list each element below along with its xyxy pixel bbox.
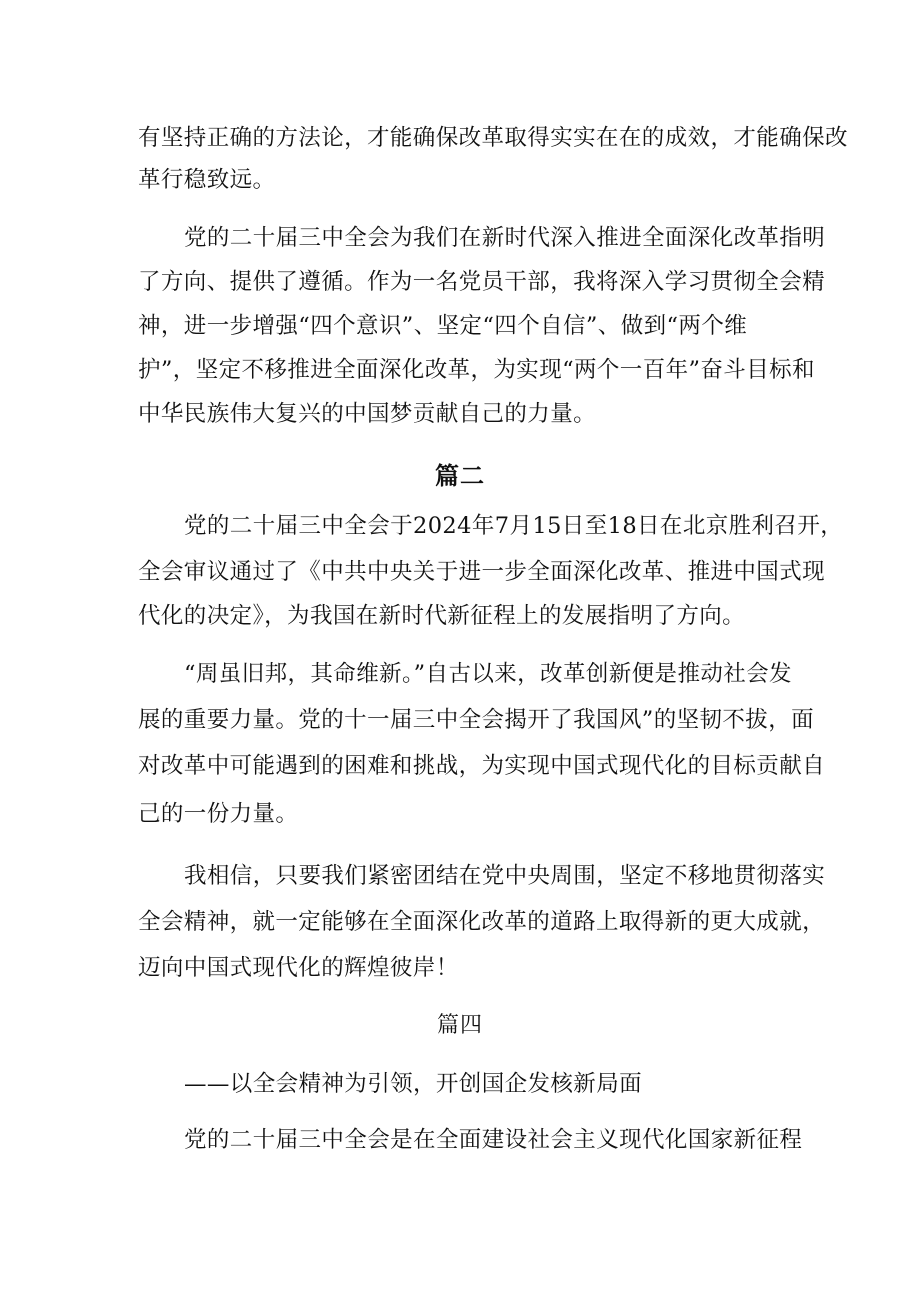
paragraph-line: 全会审议通过了《中共中央关于进一步全面深化改革、推进中国式现 [138, 559, 826, 585]
paragraph-line: 有坚持正确的方法论，才能确保改革取得实实在在的成效，才能确保改 [138, 125, 848, 151]
paragraph-line: 党的二十届三中全会是在全面建设社会主义现代化国家新征程 [184, 1127, 803, 1153]
paragraph-line: 迈向中国式现代化的辉煌彼岸！ [138, 955, 459, 981]
paragraph-line: 护”，坚定不移推进全面深化改革，为实现“两个一百年”奋斗目标和 [138, 357, 815, 383]
paragraph-line: 我相信，只要我们紧密团结在党中央周围，坚定不移地贯彻落实 [184, 863, 826, 889]
paragraph-line: “周虽旧邦，其命维新。”自古以来，改革创新便是推动社会发 [184, 661, 792, 687]
section-subtitle: ——以全会精神为引领，开创国企发核新局面 [184, 1071, 643, 1097]
section-heading: 篇四 [436, 1013, 483, 1038]
paragraph-line: 了方向、提供了遵循。作为一名党员干部，我将深入学习贯彻全会精 [138, 269, 826, 295]
paragraph-line: 党的二十届三中全会为我们在新时代深入推进全面深化改革指明 [184, 225, 826, 251]
paragraph-line: 展的重要力量。党的十一届三中全会揭开了我国风”的坚韧不拔，面 [138, 707, 815, 733]
paragraph-line: 对改革中可能遇到的困难和挑战，为实现中国式现代化的目标贡献自 [138, 753, 826, 779]
paragraph-line: 代化的决定》，为我国在新时代新征程上的发展指明了方向。 [138, 603, 746, 629]
paragraph-line: 党的二十届三中全会于2024年7月15日至18日在北京胜利召开， [184, 513, 844, 539]
paragraph-line: 中华民族伟大复兴的中国梦贡献自己的力量。 [138, 401, 597, 427]
paragraph-line: 全会精神，就一定能够在全面深化改革的道路上取得新的更大成就， [138, 909, 826, 935]
section-heading: 篇二 [435, 461, 485, 490]
paragraph-line: 革行稳致远。 [138, 167, 276, 193]
paragraph-line: 神，进一步增强“四个意识”、坚定“四个自信”、做到“两个维 [138, 313, 748, 339]
paragraph-line: 己的一份力量。 [138, 801, 299, 827]
